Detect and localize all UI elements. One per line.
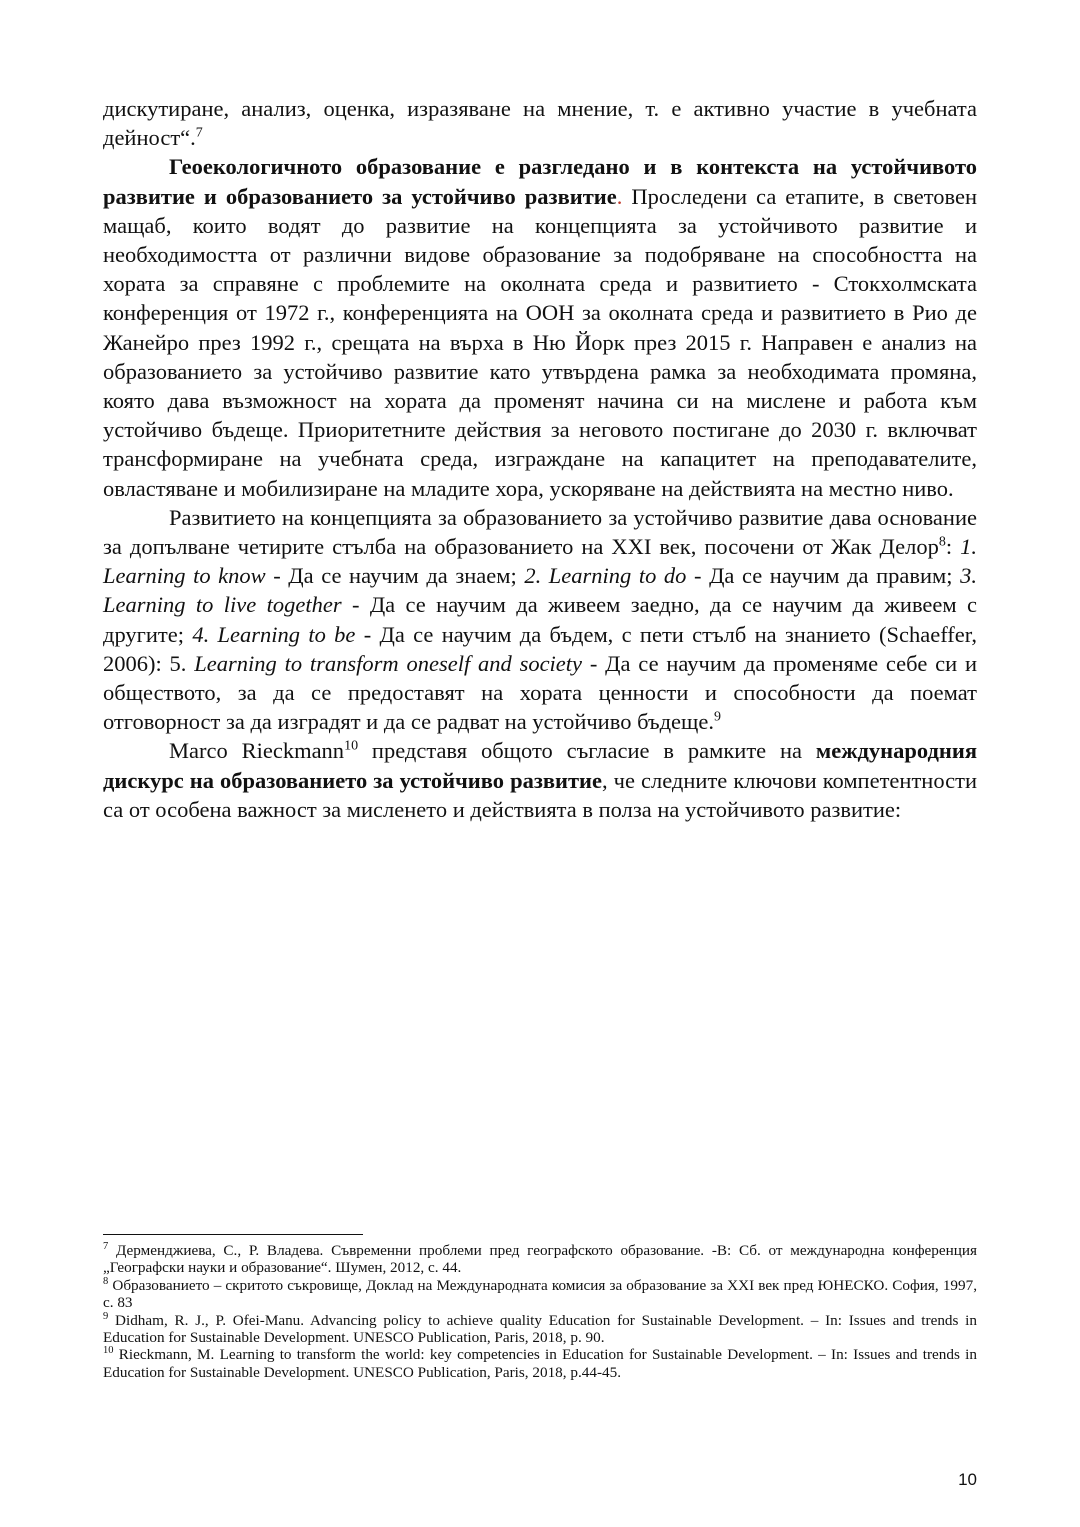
pillar-2: 2. Learning to do — [524, 563, 687, 589]
footnote-number: 8 — [103, 1275, 109, 1287]
footnote-number: 7 — [103, 1240, 109, 1252]
red-period: . — [616, 183, 623, 209]
pillar-3: 3. Learning to live together — [103, 563, 977, 618]
footnote-text: Rieckmann, M. Learning to transform the world: key competencies in Education for Sustainable Development. – In: Issues and trends in Education for Sustainable Development. UNESCO Publication, Paris, 2018, p.44-45. — [103, 1346, 977, 1381]
pillar-5: Learning to transform oneself and society — [194, 650, 583, 676]
footnote-number: 9 — [103, 1310, 109, 1322]
paragraph-3-bold: международния дискурс на образованието за устойчиво развитие — [103, 738, 977, 793]
footnote-text: Дерменджиева, С., Р. Владева. Съвременни проблеми пред географското образование. -В: Сб. от международна конференция „Географски науки и образование“. Шумен, 2012, с. 44. — [103, 1242, 977, 1277]
paragraph-2-text-7: - Да се научим да променяме себе си и обществото, за да се предоставят на хората ценности и способности да поемат отговорност за да изградят и да се радват на устойчиво бъдеще. — [103, 650, 977, 735]
paragraph-3-text-1: Marco Rieckmann — [169, 738, 345, 764]
footnote-8 — [103, 1277, 977, 1312]
intro-text: дискутиране, анализ, оценка, изразяване на мнение, т. е активно участие в учебната дейност“. — [103, 96, 977, 151]
paragraph-2-text-1: Развитието на концепцията за образованието за устойчиво развитие дава основание за допълване четирите стълба на образованието на XXI век, посочени от Жак Делор — [103, 504, 977, 560]
footnotes — [103, 1242, 977, 1381]
paragraph-2-text-5: - Да се научим да живеем заедно, да се научим да живеем с другите; — [103, 592, 977, 647]
paragraph-rieckmann — [103, 736, 977, 824]
paragraph-2-text-3: - Да се научим да знаем; — [265, 563, 525, 589]
pillar-4: 4. Learning to be — [192, 621, 356, 647]
paragraph-1-text: Проследени са етапите, в световен мащаб, които водят до развитие на концепцията за устойчивото развитие и необходимостта от различни видове образование за подобряване на способността на хората за справяне с проблемите на околната среда и развитието - Стокхолмската конференция от 1972 г., конференцията на ООН за околната среда и развитието в Рио де Жанейро през 1992 г., срещата на върха в Ню Йорк през 2015 г. Направен е анализ на образованието за устойчиво развитие като утвърдена рамка за необходимата промяна, която дава възможност на хората да променят начина си на мислене и работа към устойчиво бъдеще. Приоритетните действия за неговото постигане до 2030 г. включват трансформиране на учебната среда, изграждане на капацитет на преподавателите, овластяване и мобилизиране на младите хора, ускоряване на действията на местно ниво. — [103, 183, 978, 501]
footnote-7 — [103, 1242, 977, 1277]
paragraph-pillars — [103, 503, 977, 737]
bold-lead: Геоекологичното образование е разгледано и в контекста на устойчивото развитие и образованието за устойчиво развитие — [103, 154, 977, 209]
footnote-text: Didham, R. J., P. Ofei-Manu. Advancing policy to achieve quality Education for Sustainable Development. – In: Issues and trends in Education for Sustainable Development. UNESCO Publication, Paris, 2018, p. 90. — [103, 1311, 977, 1347]
paragraph-3-text-3: , че следните ключови компетентности са от особена важност за мисленето и действията в полза на устойчивото развитие: — [103, 767, 977, 822]
page-number: 10 — [958, 1470, 977, 1489]
footnote-10 — [103, 1346, 977, 1381]
paragraph-2-text-6: - Да се научим да бъдем, с пети стълб на знанието (Schaeffer, 2006): 5. — [103, 621, 977, 676]
paragraph-sustainable-development — [103, 152, 977, 502]
paragraph-2-text-2: : — [945, 534, 961, 560]
footnote-ref-7: 7 — [195, 125, 203, 141]
footnote-ref-9: 9 — [713, 709, 721, 725]
pillar-1: 1. Learning to know — [103, 534, 977, 589]
paragraph-3-text-2: представя общото съгласие в рамките на — [358, 738, 816, 764]
footnote-number: 10 — [103, 1345, 114, 1357]
body-text — [103, 94, 977, 824]
footnote-ref-10: 10 — [344, 738, 359, 754]
footnote-9 — [103, 1312, 977, 1347]
footnote-separator — [103, 1234, 363, 1235]
footnote-text: Образованието – скритото съкровище, Доклад на Международната комисия за образование за XXI век пред ЮНЕСКО. София, 1997, с. 83 — [103, 1276, 977, 1312]
intro-paragraph — [103, 94, 977, 152]
paragraph-2-text-4: - Да се научим да правим; — [686, 563, 961, 589]
footnote-ref-8: 8 — [938, 534, 946, 550]
